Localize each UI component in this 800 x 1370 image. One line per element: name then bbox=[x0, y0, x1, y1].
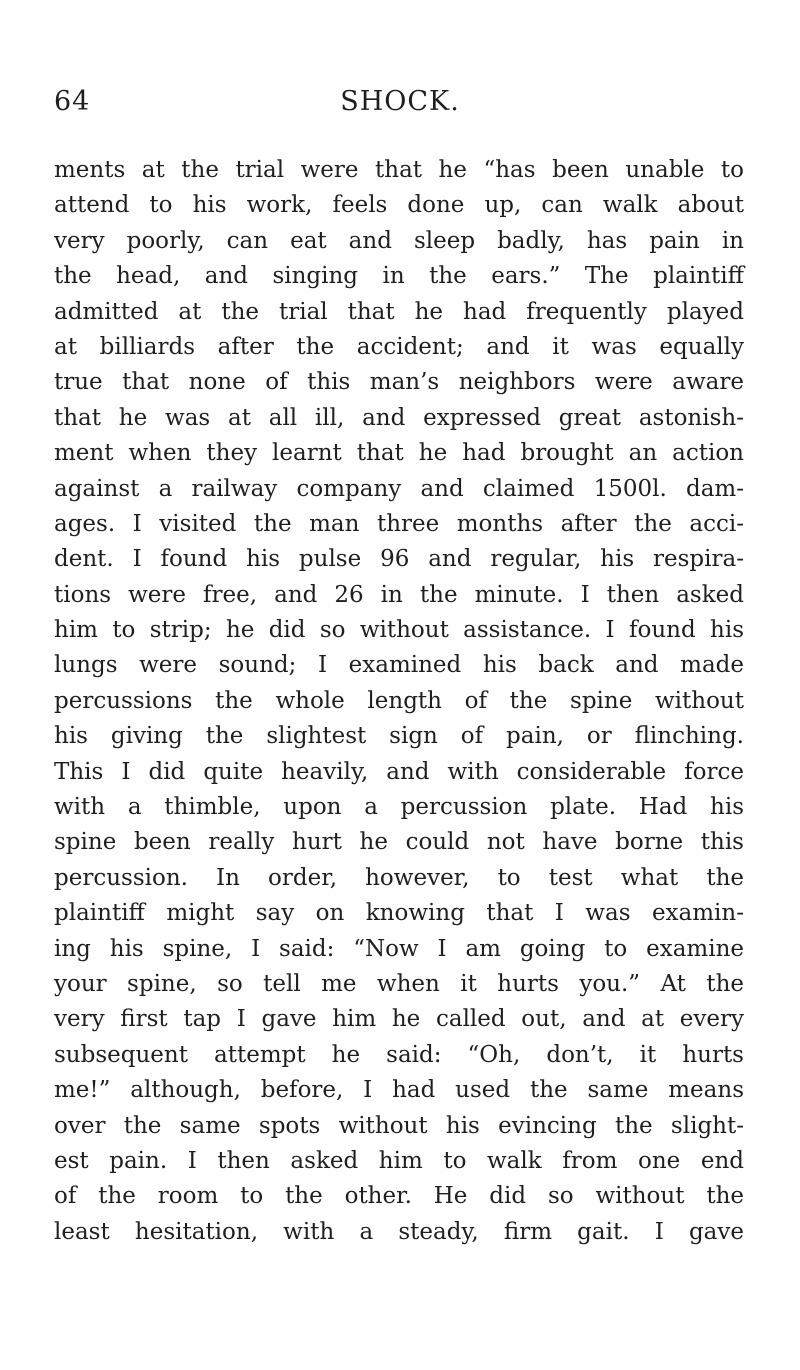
text-line: ing his spine, I said: “Now I am going to examine bbox=[54, 935, 744, 962]
text-line: me!” although, before, I had used the same means bbox=[54, 1077, 744, 1104]
text-line: least hesitation, with a steady, firm gait. I gave bbox=[54, 1218, 744, 1245]
text-line: your spine, so tell me when it hurts you.” At the bbox=[54, 970, 744, 997]
text-line: percussions the whole length of the spine without bbox=[54, 687, 744, 714]
running-head bbox=[0, 86, 800, 126]
text-line: against a railway company and claimed 1500l. dam- bbox=[54, 475, 744, 502]
running-title: SHOCK. bbox=[340, 86, 460, 117]
text-line: that he was at all ill, and expressed great astonish- bbox=[54, 404, 744, 431]
text-line: admitted at the trial that he had frequently played bbox=[54, 298, 744, 325]
text-line: lungs were sound; I examined his back and made bbox=[54, 652, 744, 679]
text-line: very first tap I gave him he called out, and at every bbox=[54, 1006, 744, 1033]
text-line: very poorly, can eat and sleep badly, has pain in bbox=[54, 227, 744, 254]
text-line: ages. I visited the man three months after the acci- bbox=[54, 510, 744, 537]
text-line: attend to his work, feels done up, can walk about bbox=[54, 192, 744, 219]
page-number: 64 bbox=[54, 86, 91, 117]
text-line: tions were free, and 26 in the minute. I then asked bbox=[54, 581, 744, 608]
body-text bbox=[54, 153, 744, 1250]
text-line: ment when they learnt that he had brought an action bbox=[54, 440, 744, 467]
text-line: with a thimble, upon a percussion plate. Had his bbox=[54, 794, 744, 821]
text-line: him to strip; he did so without assistance. I found his bbox=[54, 617, 744, 644]
text-line: his giving the slightest sign of pain, or flinching. bbox=[54, 723, 744, 750]
text-line: at billiards after the accident; and it was equally bbox=[54, 333, 744, 360]
text-line: of the room to the other. He did so without the bbox=[54, 1183, 744, 1210]
text-line: This I did quite heavily, and with considerable force bbox=[54, 758, 744, 785]
text-line: spine been really hurt he could not have borne this bbox=[54, 829, 744, 856]
text-line: over the same spots without his evincing the slight- bbox=[54, 1112, 744, 1139]
text-line: subsequent attempt he said: “Oh, don’t, it hurts bbox=[54, 1041, 744, 1068]
text-line: the head, and singing in the ears.” The plaintiff bbox=[54, 263, 744, 290]
text-line: plaintiff might say on knowing that I was examin- bbox=[54, 900, 744, 927]
text-line: true that none of this man’s neighbors were aware bbox=[54, 369, 744, 396]
text-line: ments at the trial were that he “has been unable to bbox=[54, 157, 744, 183]
text-line: percussion. In order, however, to test what the bbox=[54, 864, 744, 891]
text-line: est pain. I then asked him to walk from one end bbox=[54, 1147, 744, 1174]
text-line: dent. I found his pulse 96 and regular, his respira- bbox=[54, 546, 744, 573]
